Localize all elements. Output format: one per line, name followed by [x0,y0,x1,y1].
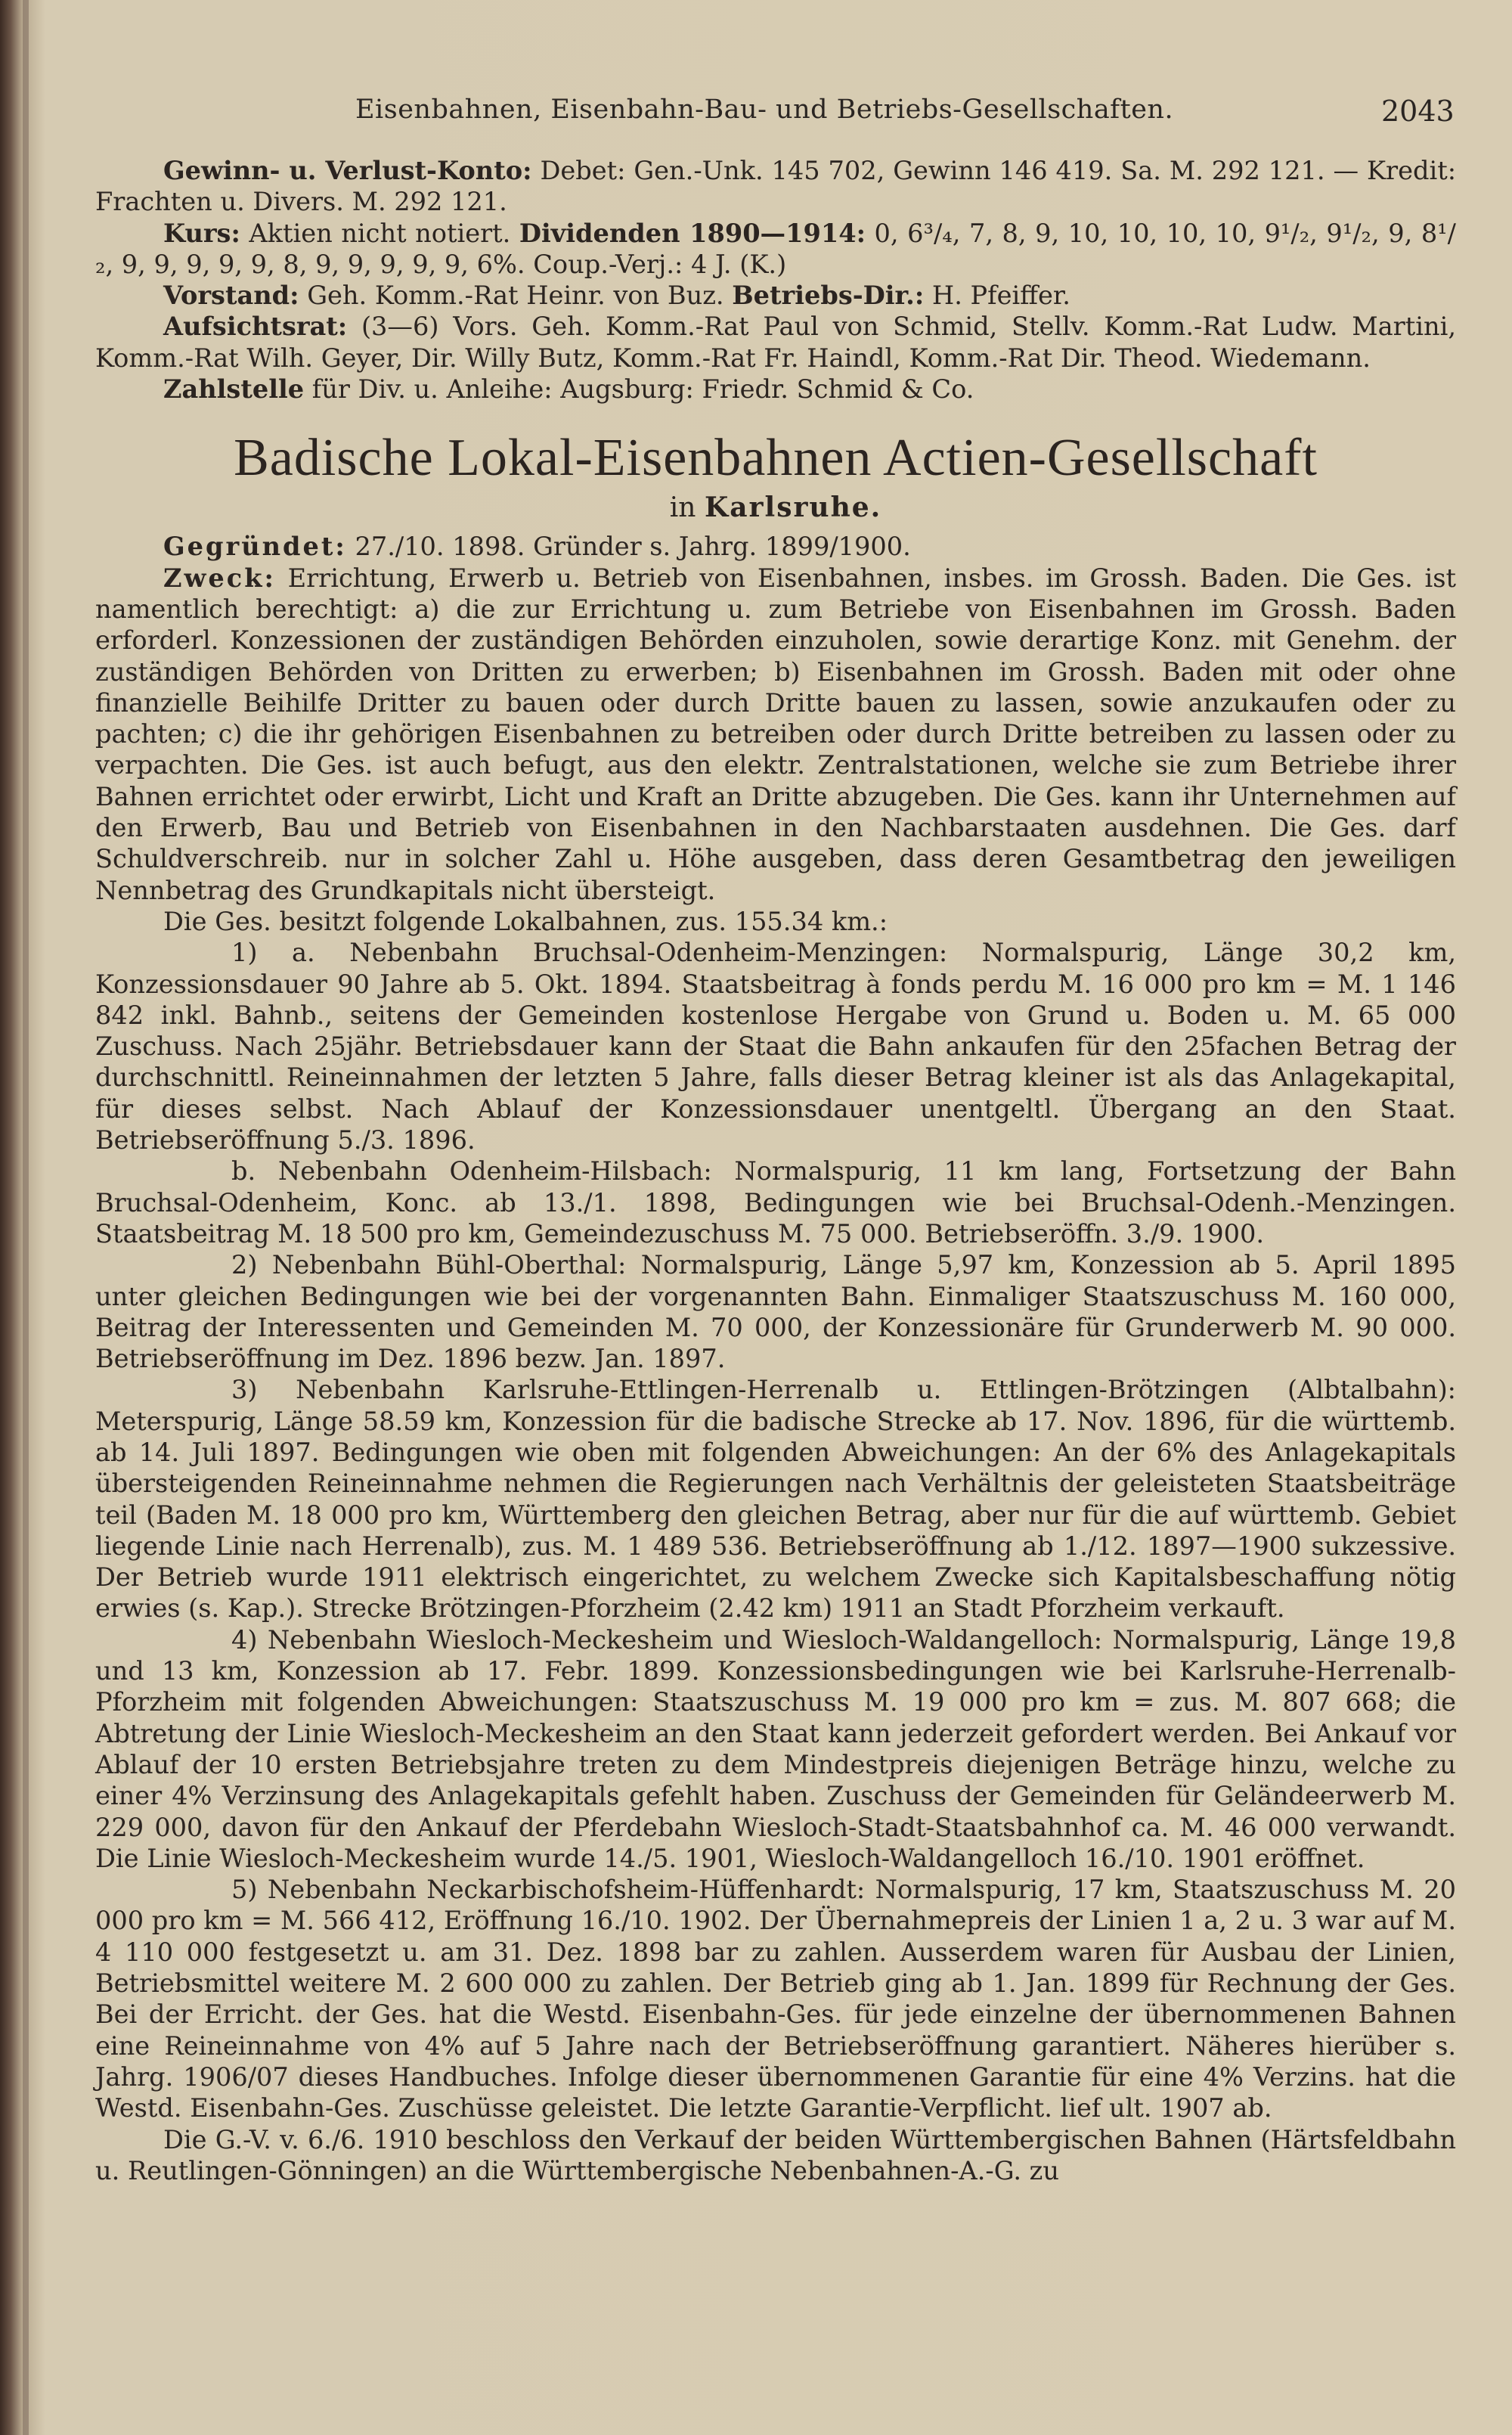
zahlstelle-text: für Div. u. Anleihe: Augsburg: Friedr. Schmid & Co. [311,374,974,405]
gegruendet-text: 27./10. 1898. Gründer s. Jahrg. 1899/1900. [355,532,911,562]
vorstand-label: Vorstand: [163,280,299,311]
kurs-label: Kurs: [163,217,240,248]
zweck-label: Zweck: [163,562,276,593]
zahlstelle-paragraph [95,374,1456,405]
location-city: Karlsruhe. [704,492,882,524]
bahn-2-paragraph: 2) Nebenbahn Bühl-Oberthal: Normalspurig, Länge 5,97 km, Konzession ab 5. April 1895 unter gleichen Bedingungen wie bei der vorgenannten Bahn. Einmaliger Staatszuschuss M. 160 000, Beitrag der Interessenten und Gemeinden M. 70 000, der Konzessionäre für Grunderwerb M. 90 000. Betriebseröffnung im Dez. 1896 bezw. Jan. 1897. [95,1250,1456,1374]
zweck-text: Errichtung, Erwerb u. Betrieb von Eisenbahnen, insbes. im Grossh. Baden. Die Ges. ist namentlich berechtigt: a) die zur Errichtung u. zum Betriebe von Eisenbahnen im Grossh. Baden erforderl. Konzessionen der zuständigen Behörden einzuholen, sowie derartige Konz. mit Genehm. der zuständigen Behörden von Dritten zu erwerben; b) Eisenbahnen im Grossh. Baden mit oder ohne finanzielle Beihilfe Dritter zu bauen oder durch Dritte bauen zu lassen, sowie anzukaufen oder zu pachten; c) die ihr gehörigen Eisenbahnen zu betreiben oder durch Dritte betreiben zu lassen oder zu verpachten. Die Ges. ist auch befugt, aus den elektr. Zentralstationen, welche sie zum Betriebe ihrer Bahnen errichtet oder erwirbt, Licht und Kraft an Dritte abzugeben. Die Ges. kann ihr Unternehmen auf den Erwerb, Bau und Betrieb von Eisenbahnen in den Nachbarstaaten ausdehnen. Die Ges. darf Schuldverschreib. nur in solcher Zahl u. Höhe ausgeben, dass deren Gesamtbetrag den jeweiligen Nennbetrag des Grundkapitals nicht übersteigt. [95,563,1456,905]
zahlstelle-label: Zahlstelle [163,374,305,405]
bahn-1b-paragraph: b. Nebenbahn Odenheim-Hilsbach: Normalspurig, 11 km lang, Fortsetzung der Bahn Bruchsal-Odenheim, Konc. ab 13./1. 1898, Bedingungen wie bei Bruchsal-Odenh.-Menzingen. Staatsbeitrag M. 18 500 pro km, Gemeindezuschuss M. 75 000. Betriebseröffn. 3./9. 1900. [95,1156,1456,1249]
gegruendet-paragraph [95,531,1456,562]
gewinn-verlust-label: Gewinn- u. Verlust-Konto: [163,155,532,185]
vorstand-paragraph [95,280,1456,311]
vorstand-text: Geh. Komm.-Rat Heinr. von Buz. [307,281,724,311]
dividenden-text: 0, 6³/₄, 7, 8, 9, 10, 10, 10, 10, 9¹/₂, 9¹/₂, 9, 8¹/₂, 9, 9, 9, 9, 9, 8, 9, 9, 9, 9, 9, 6%. Coup.-Verj.: 4 J. (K.) [95,218,1456,279]
page-body [95,155,1456,2186]
bahn-1a-paragraph: 1) a. Nebenbahn Bruchsal-Odenheim-Menzingen: Normalspurig, Länge 30,2 km, Konzessionsdauer 90 Jahre ab 5. Okt. 1894. Staatsbeitrag à fonds perdu M. 16 000 pro km = M. 1 146 842 inkl. Bahnb., seitens der Gemeinden kostenlose Hergabe von Grund u. Boden u. M. 65 000 Zuschuss. Nach 25jähr. Betriebsdauer kann der Staat die Bahn ankaufen für den 25fachen Betrag der durchschnittl. Reineinnahmen der letzten 5 Jahre, falls dieser Betrag kleiner ist als das Anlagekapital, für dieses selbst. Nach Ablauf der Konzessionsdauer unentgeltl. Übergang an den Staat. Betriebseröffnung 5./3. 1896. [95,938,1456,1155]
gewinn-verlust-text: Debet: Gen.-Unk. 145 702, Gewinn 146 419. Sa. M. 292 121. — Kredit: Frachten u. Divers. M. 292 121. [95,156,1457,217]
company-location [95,489,1456,526]
kurs-text: Aktien nicht notiert. [249,218,511,248]
zweck-paragraph [95,563,1456,906]
page-number: 2043 [1381,95,1455,128]
gewinn-verlust-paragraph [95,155,1456,218]
location-prefix: in [669,492,696,524]
aufsichtsrat-paragraph [95,311,1456,374]
gv-beschluss-paragraph: Die G.-V. v. 6./6. 1910 beschloss den Verkauf der beiden Württembergischen Bahnen (Härtsfeldbahn u. Reutlingen-Gönningen) an die Württembergische Nebenbahnen-A.-G. zu [95,2124,1456,2185]
company-title: Badische Lokal-Eisenbahnen Actien-Gesellschaft [234,429,1318,488]
kurs-dividenden-paragraph [95,218,1456,281]
gegruendet-label: Gegründet: [163,531,347,562]
betriebsdir-text: H. Pfeiffer. [931,281,1070,311]
bahn-4-paragraph: 4) Nebenbahn Wiesloch-Meckesheim und Wiesloch-Waldangelloch: Normalspurig, Länge 19,8 und 13 km, Konzession ab 17. Febr. 1899. Konzessionsbedingungen wie bei Karlsruhe-Herrenalb-Pforzheim mit folgenden Abweichungen: Staatszuschuss M. 19 000 pro km = zus. M. 807 668; die Abtretung der Linie Wiesloch-Meckesheim an den Staat kann jederzeit gefordert werden. Bei Ankauf vor Ablauf der 10 ersten Betriebsjahre treten zu dem Mindestpreis diejenigen Beträge hinzu, welche zu einer 4% Verzinsung des Anlagekapitals gefehlt haben. Zuschuss der Gemeinden für Geländeerwerb M. 229 000, davon für den Ankauf der Pferdebahn Wiesloch-Stadt-Staatsbahnhof ca. M. 46 000 verwandt. Die Linie Wiesloch-Meckesheim wurde 14./5. 1901, Wiesloch-Waldangelloch 16./10. 1901 eröffnet. [95,1624,1456,1873]
aufsichtsrat-text: (3—6) Vors. Geh. Komm.-Rat Paul von Schmid, Stellv. Komm.-Rat Ludw. Martini, Komm.-Rat Wilh. Geyer, Dir. Willy Butz, Komm.-Rat Fr. Haindl, Komm.-Rat Dir. Theod. Wiedemann. [95,312,1456,373]
running-head: Eisenbahnen, Eisenbahn-Bau- und Betriebs-Gesellschaften. [355,95,1174,125]
lokalbahnen-intro: Die Ges. besitzt folgende Lokalbahnen, zus. 155.34 km.: [163,906,888,936]
book-spine-shadow [23,0,29,2435]
bahn-3-paragraph: 3) Nebenbahn Karlsruhe-Ettlingen-Herrenalb u. Ettlingen-Brötzingen (Albtalbahn): Meterspurig, Länge 58.59 km, Konzession für die badische Strecke ab 17. Nov. 1896, für die württemb. ab 14. Juli 1897. Bedingungen wie oben mit folgenden Abweichungen: An der 6% des Anlagekapitals übersteigenden Reineinnahme nehmen die Regierungen nach Verhältnis der geleisteten Staatsbeiträge teil (Baden M. 18 000 pro km, Württemberg den gleichen Betrag, aber nur für die auf württemb. Gebiet liegende Linie nach Herrenalb), zus. M. 1 489 536. Betriebseröffnung ab 1./12. 1897—1900 sukzessive. Der Betrieb wurde 1911 elektrisch eingerichtet, zu welchem Zwecke sich Kapitalsbeschaffung nötig erwies (s. Kap.). Strecke Brötzingen-Pforzheim (2.42 km) 1911 an Stadt Pforzheim verkauft. [95,1375,1456,1624]
bahn-5-paragraph: 5) Nebenbahn Neckarbischofsheim-Hüffenhardt: Normalspurig, 17 km, Staatszuschuss M. 20 000 pro km = M. 566 412, Eröffnung 16./10. 1902. Der Übernahmepreis der Linien 1 a, 2 u. 3 war auf M. 4 110 000 festgesetzt u. am 31. Dez. 1898 bar zu zahlen. Ausserdem waren für Ausbau der Linien, Betriebsmittel weitere M. 2 600 000 zu zahlen. Der Betrieb ging ab 1. Jan. 1899 für Rechnung der Ges. Bei der Erricht. der Ges. hat die Westd. Eisenbahn-Ges. für jede einzelne der übernommenen Bahnen eine Reineinnahme von 4% auf 5 Jahre nach der Betriebseröffnung garantiert. Näheres hierüber s. Jahrg. 1906/07 dieses Handbuches. Infolge dieser übernommenen Garantie für eine 4% Verzins. hat die Westd. Eisenbahn-Ges. Zuschüsse geleistet. Die letzte Garantie-Verpflicht. lief ult. 1907 ab. [95,1875,1456,2123]
betriebsdir-label: Betriebs-Dir.: [732,280,925,311]
aufsichtsrat-label: Aufsichtsrat: [163,311,348,342]
dividenden-label: Dividenden 1890—1914: [519,217,866,248]
